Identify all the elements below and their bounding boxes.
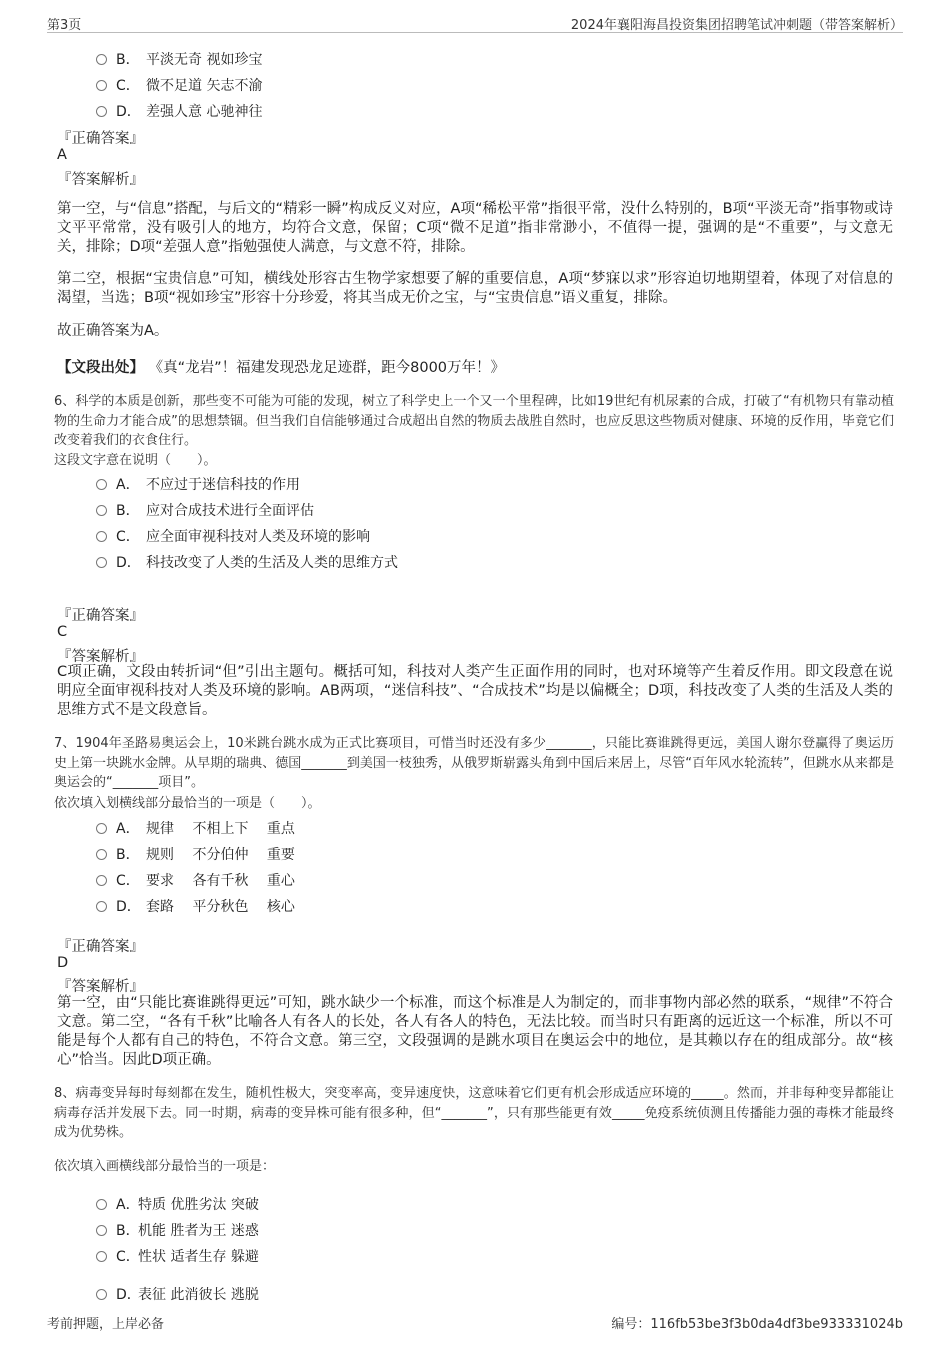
document-id: 编号：116fb53be3f3b0da4df3be933331024b <box>611 1317 903 1332</box>
radio-icon[interactable] <box>96 875 107 886</box>
q6-prompt: 这段文字意在说明（ ）。 <box>54 453 217 468</box>
q6-analysis: C项正确，文段由转折词“但”引出主题句。概括可知，科技对人类产生正面作用的同时，也对环境等产生着反作用。即文段意在说明应全面审视科技对人类及环境的影响。AB两项，“迷信科技”、“合成技术”均是以偏概全；D项，科技改变了人类的生活及人类的思维方式不是文段意旨。 <box>57 664 893 718</box>
radio-icon[interactable] <box>96 54 107 65</box>
radio-icon[interactable] <box>96 505 107 516</box>
radio-icon[interactable] <box>96 106 107 117</box>
q7-option-d[interactable]: D． 套路 平分秋色 核心 <box>96 896 295 916</box>
radio-icon[interactable] <box>96 901 107 912</box>
q6-option-a[interactable]: A． 不应过于迷信科技的作用 <box>96 474 300 494</box>
q5-answer: A <box>57 147 67 163</box>
q5-option-d[interactable]: D． 差强人意 心驰神往 <box>96 101 262 121</box>
q8-option-b[interactable]: B．机能 胜者为王 迷惑 <box>96 1220 259 1240</box>
radio-icon[interactable] <box>96 823 107 834</box>
q6-option-b[interactable]: B． 应对合成技术进行全面评估 <box>96 500 314 520</box>
q8-option-c[interactable]: C．性状 适者生存 躲避 <box>96 1246 259 1266</box>
page-header <box>47 12 903 33</box>
q7-analysis: 第一空，由“只能比赛谁跳得更远”可知，跳水缺少一个标准，而这个标准是人为制定的，而非事物内部必然的联系，“规律”不符合文意。第二空，“各有千秋”比喻各人有各人的长处，各人有各人的特色，无法比较。而当时只有距离的远近这一个标准，所以不可能是每个人都有自己的特色，不符合文意。第三空，文段强调的是跳水项目在奥运会中的地位，是其赖以存在的组成部分。故“核心”恰当。因此D项正确。 <box>57 995 893 1068</box>
q5-analysis-paragraph-3: 故正确答案为A。 <box>57 323 169 339</box>
q7-prompt: 依次填入划横线部分最恰当的一项是（ ）。 <box>54 796 321 811</box>
q7-option-c[interactable]: C． 要求 各有千秋 重心 <box>96 870 295 890</box>
q6-option-d[interactable]: D． 科技改变了人类的生活及人类的思维方式 <box>96 552 398 572</box>
radio-icon[interactable] <box>96 557 107 568</box>
radio-icon[interactable] <box>96 1199 107 1210</box>
q6-analysis-label: 『答案解析』 <box>57 649 144 665</box>
q7-option-a[interactable]: A． 规律 不相上下 重点 <box>96 818 295 838</box>
q6-stem: 6、科学的本质是创新，那些变不可能为可能的发现，树立了科学史上一个又一个里程碑，比如19世纪有机尿素的合成，打破了“有机物只有靠动植物的生命力才能合成”的思想禁锢。但当我们自信能够通过合成超出自然的物质去战胜自然时，也应反思这些物质对健康、环境的反作用，毕竟它们改变着我们的衣食住行。 <box>54 394 894 448</box>
q5-analysis-paragraph-2: 第二空，根据“宝贵信息”可知，横线处形容古生物学家想要了解的重要信息，A项“梦寐以求”形容迫切地期望着，体现了对信息的渴望，当选；B项“视如珍宝”形容十分珍爱，将其当成无价之宝，与“宝贵信息”语义重复，排除。 <box>57 271 893 306</box>
q7-stem: 7、1904年圣路易奥运会上，10米跳台跳水成为正式比赛项目，可惜当时还没有多少_______，只能比赛谁跳得更远，美国人谢尔登赢得了奥运历史上第一块跳水金牌。从早期的瑞典、德国_______到美国一枝独秀，从俄罗斯崭露头角到中国后来居上，尽管“百年风水轮流转”，但跳水从来都是奥运会的“_______项目”。 <box>54 736 894 790</box>
q5-option-b[interactable]: B． 平淡无奇 视如珍宝 <box>96 49 262 69</box>
q8-stem: 8、病毒变异每时每刻都在发生，随机性极大，突变率高，变异速度快，这意味着它们更有机会形成适应环境的_____。然而，并非每种变异都能让病毒存活并发展下去。同一时期，病毒的变异株可能有很多种，但“_______”，只有那些能更有效_____免疫系统侦测且传播能力强的毒株才能最终成为优势株。 <box>54 1086 894 1140</box>
radio-icon[interactable] <box>96 1251 107 1262</box>
q5-analysis-label: 『答案解析』 <box>57 172 144 188</box>
q8-prompt: 依次填入画横线部分最恰当的一项是： <box>54 1159 276 1174</box>
page-footer <box>47 1313 903 1332</box>
document-title: 2024年襄阳海昌投资集团招聘笔试冲刺题（带答案解析） <box>570 18 903 33</box>
q6-option-c[interactable]: C． 应全面审视科技对人类及环境的影响 <box>96 526 370 546</box>
q6-answer: C <box>57 624 68 640</box>
radio-icon[interactable] <box>96 849 107 860</box>
q5-option-c[interactable]: C． 微不足道 矢志不渝 <box>96 75 262 95</box>
q5-answer-label: 『正确答案』 <box>57 131 144 147</box>
radio-icon[interactable] <box>96 80 107 91</box>
q8-option-d[interactable]: D．表征 此消彼长 逃脱 <box>96 1284 259 1304</box>
q5-source: 【文段出处】 《真“龙岩”！福建发现恐龙足迹群，距今8000万年！》 <box>57 360 506 376</box>
q7-answer: D <box>57 955 69 971</box>
footer-slogan: 考前押题，上岸必备 <box>47 1317 165 1332</box>
q5-analysis-paragraph-1: 第一空，与“信息”搭配，与后文的“精彩一瞬”构成反义对应，A项“稀松平常”指很平常，没什么特别的，B项“平淡无奇”指事物或诗文平平常常，没有吸引人的地方，均符合文意，保留；C项“微不足道”指非常渺小，不值得一提，强调的是“不重要”，与文意无关，排除；D项“差强人意”指勉强使人满意，与文意不符，排除。 <box>57 201 893 255</box>
q6-answer-label: 『正确答案』 <box>57 608 144 624</box>
q8-option-a[interactable]: A．特质 优胜劣汰 突破 <box>96 1194 259 1214</box>
page-number: 第3页 <box>47 18 82 33</box>
radio-icon[interactable] <box>96 531 107 542</box>
q7-option-b[interactable]: B． 规则 不分伯仲 重要 <box>96 844 295 864</box>
q7-answer-label: 『正确答案』 <box>57 939 144 955</box>
radio-icon[interactable] <box>96 479 107 490</box>
radio-icon[interactable] <box>96 1225 107 1236</box>
q7-analysis-label: 『答案解析』 <box>57 979 144 995</box>
radio-icon[interactable] <box>96 1289 107 1300</box>
